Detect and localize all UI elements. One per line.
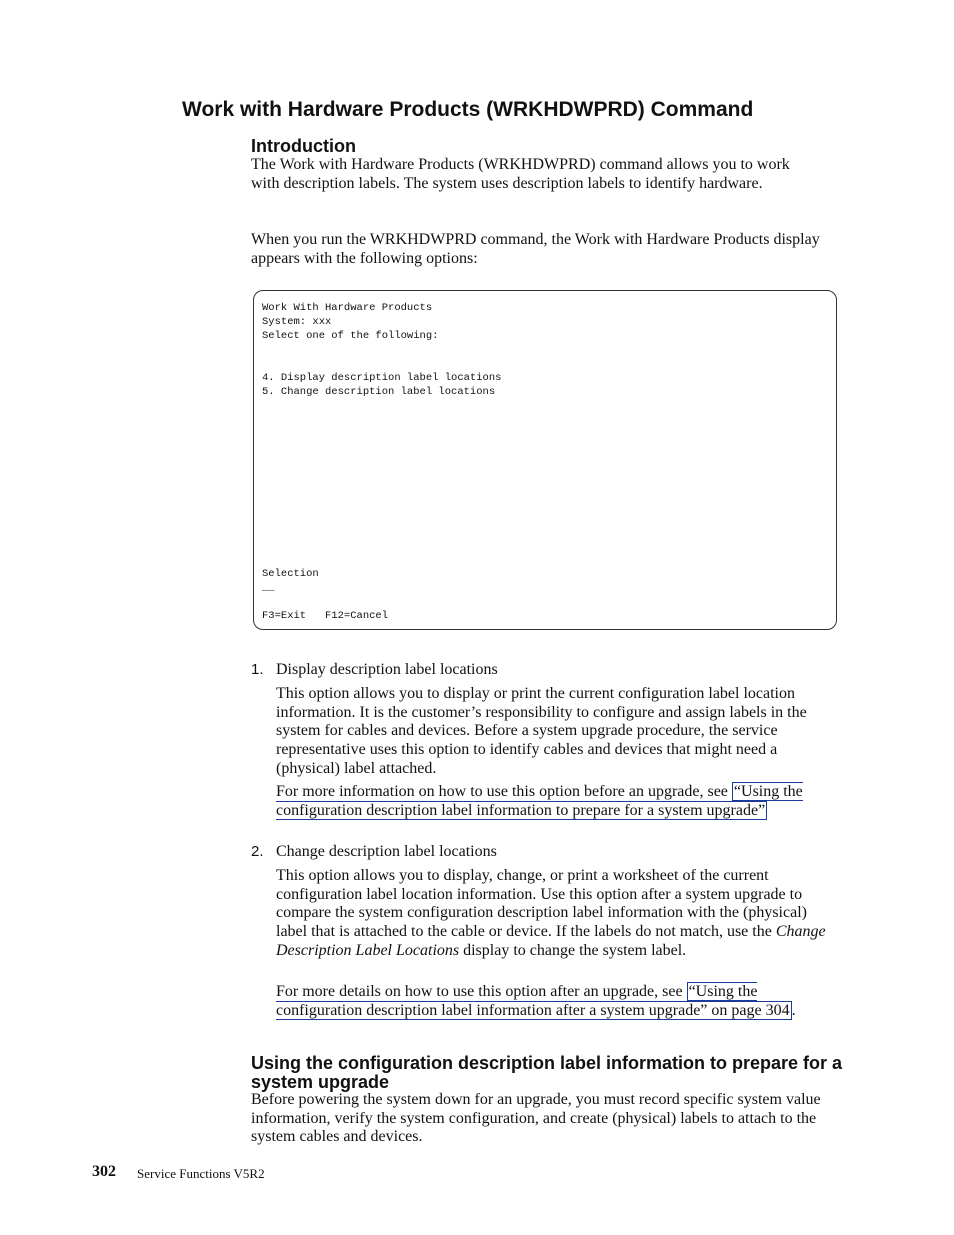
section-2-paragraph: Before powering the system down for an upgrade, you must record specific system value information, verify the system configuration, and create (physical) labels to attach to the system cables and devices. — [251, 1091, 821, 1146]
page-number: 302 — [92, 1163, 116, 1180]
intro-paragraph-1: The Work with Hardware Products (WRKHDWPRD) command allows you to work with description labels. The system uses description labels to identify hardware. — [251, 156, 790, 192]
item-2-body — [276, 867, 841, 961]
screen-prompt: Select one of the following: — [262, 330, 439, 342]
item-2-number: 2. — [251, 843, 264, 860]
section-2-heading: Using the configuration description label information to prepare for a system upgrade — [251, 1053, 843, 1092]
item-2-body-part-b: display to change the system label. — [459, 941, 687, 959]
terminal-screen — [253, 290, 837, 630]
footer-document-title: Service Functions V5R2 — [137, 1166, 265, 1181]
screen-system: System: xxx — [262, 316, 332, 328]
item-2-display-name: Change Description Label Locations — [276, 923, 826, 959]
item-1-more-prefix: For more information on how to use this option before an upgrade, see — [276, 783, 732, 800]
screen-selection-input[interactable]: __ — [262, 582, 275, 594]
screen-selection-label: Selection — [262, 568, 319, 580]
screen-function-keys[interactable]: F3=Exit F12=Cancel — [262, 610, 389, 622]
item-2-more-suffix: . — [791, 1001, 796, 1019]
item-2-title: Change description label locations — [276, 843, 497, 860]
item-2-body-part-a: This option allows you to display, change, or print a worksheet of the current configuration label location information. Use this option after a system upgrade to compare the system configuration description label information with the (physical) label that is attached to the cable or device. If the labels do not match, use the — [276, 867, 807, 941]
item-2-more-info — [276, 983, 821, 1020]
item-2-cross-reference-link[interactable]: “Using the configuration description label information after a system upgrade” on page 304 — [276, 983, 790, 1019]
item-1-number: 1. — [251, 661, 264, 678]
screen-option-5[interactable]: 5. Change description label locations — [262, 386, 496, 398]
page-title: Work with Hardware Products (WRKHDWPRD) Command — [182, 98, 754, 121]
screen-title: Work With Hardware Products — [262, 302, 433, 314]
item-1-title: Display description label locations — [276, 661, 498, 678]
intro-paragraph-2: When you run the WRKHDWPRD command, the Work with Hardware Products display appears with the following options: — [251, 231, 820, 267]
item-1-cross-reference-link[interactable]: “Using the configuration description label information to prepare for a system upgrade” — [276, 783, 803, 819]
introduction-heading: Introduction — [251, 136, 356, 156]
item-2-more-prefix: For more details on how to use this option after an upgrade, see — [276, 983, 687, 1000]
item-1-more-info — [276, 783, 841, 820]
screen-option-4[interactable]: 4. Display description label locations — [262, 372, 502, 384]
item-1-body: This option allows you to display or print the current configuration label location information. It is the customer’s responsibility to configure and assign labels in the system for cables and devices. Before a system upgrade procedure, the service representative uses this option to identify cables and devices that might need a (physical) label attached. — [276, 685, 807, 777]
